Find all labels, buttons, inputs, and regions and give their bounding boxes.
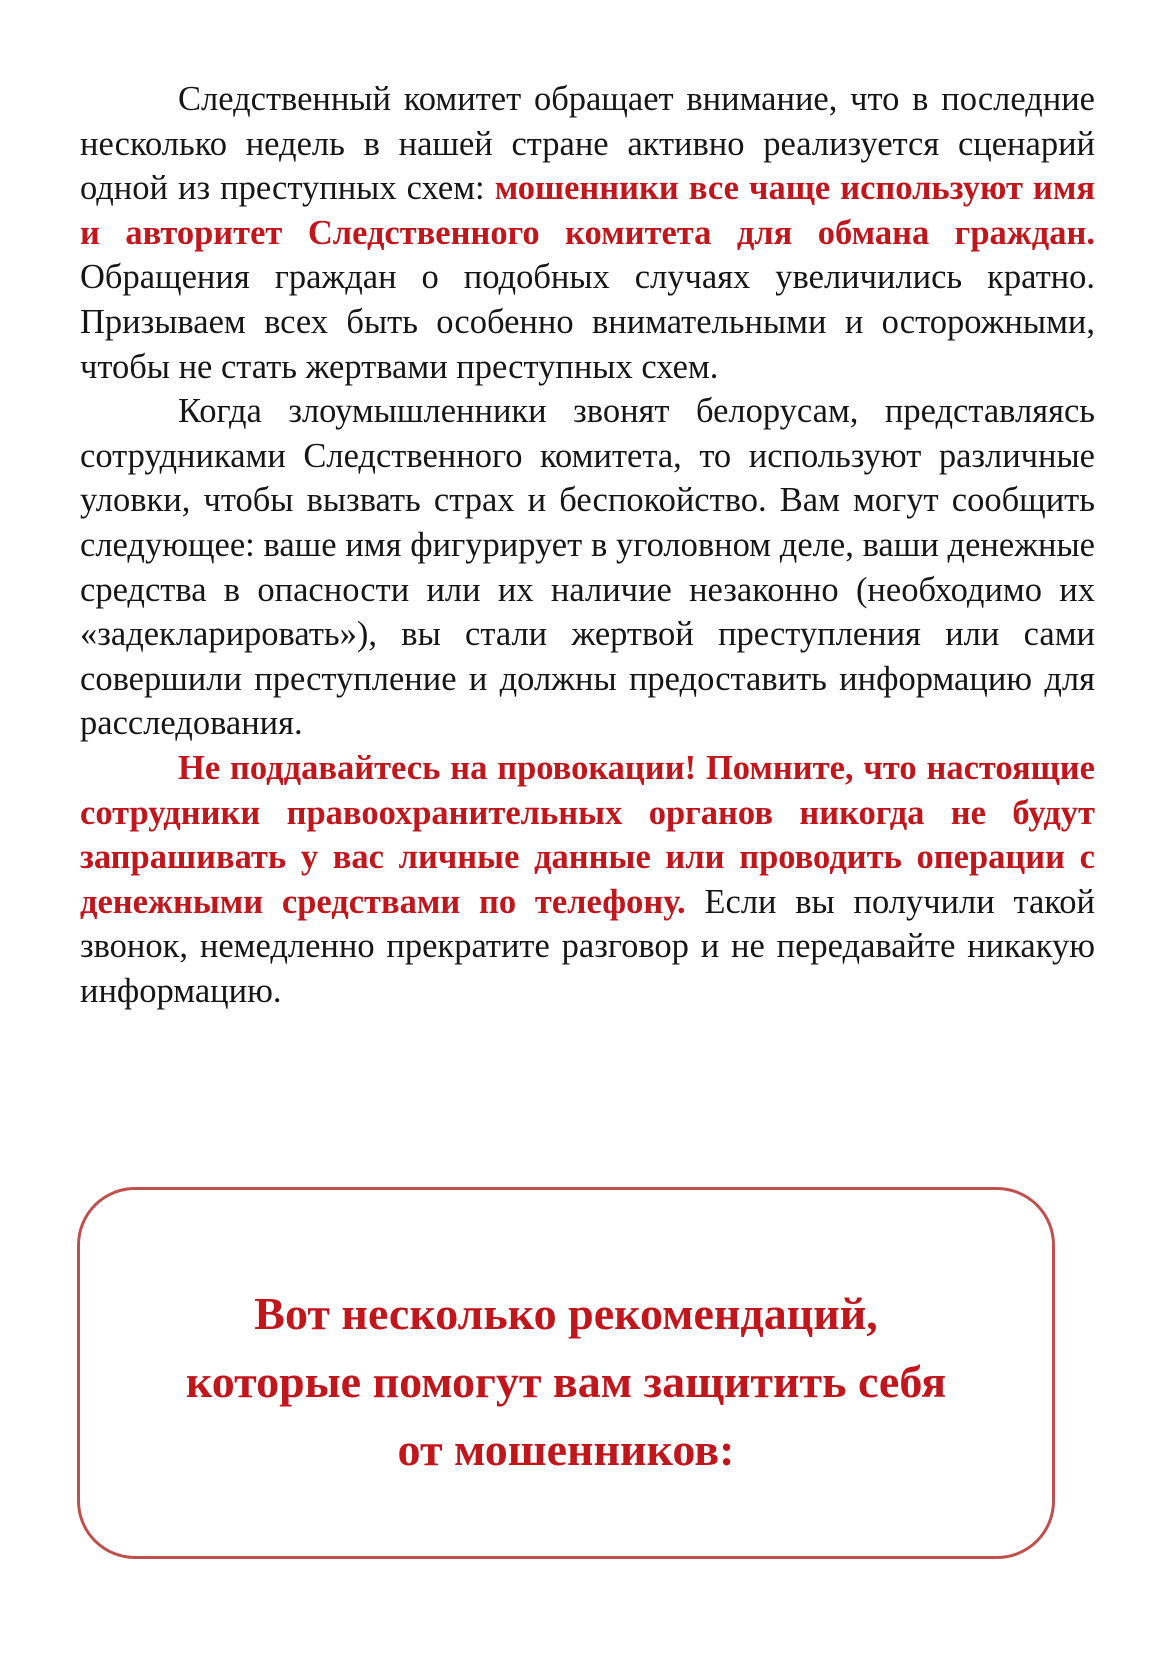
paragraph-intro-text: Следственный комитет обращает внимание, что в последние несколько недель в нашей стране активно реализуется сценарий одной из преступных схем: [80, 80, 1095, 208]
callout-line-2: которые помогут вам защитить себя [185, 1356, 947, 1407]
callout-heading [80, 1280, 1052, 1484]
highlight-provocation-warning: Не поддавайтесь на провокации! Помните, что настоящие сотрудники правоохранительных органов никогда не будут запрашивать у вас личные данные или проводить операции с денежными средствами по телефону. [80, 748, 1095, 921]
paragraph-advice [80, 746, 1095, 1014]
paragraph-intro-rest: Обращения граждан о подобных случаях увеличились кратно. Призываем всех быть особенно внимательными и осторожными, чтобы не стать жертвами преступных схем. [80, 258, 1095, 386]
paragraph-advice-rest: Если вы получили такой звонок, немедленно прекратите разговор и не передавайте никакую информацию. [80, 882, 1095, 1010]
highlight-fraud-warning: мошенники все чаще используют имя и авторитет Следственного комитета для обмана граждан. [80, 169, 1096, 252]
paragraph-scam-tactics [80, 389, 1095, 746]
paragraph-tactics-text: Когда злоумышленники звонят белорусам, представляясь сотрудниками Следственного комитета, то используют различные уловки, чтобы вызвать страх и беспокойство. Вам могут сообщить следующее: ваше имя фигурирует в уголовном деле, ваши денежные средства в опасности или их наличие незаконно (необходимо их «задекларировать»), вы стали жертвой преступления или сами совершили преступление и должны предоставить информацию для расследования. [80, 392, 1095, 743]
recommendations-callout-box [77, 1187, 1055, 1559]
callout-line-3: от мошенников: [397, 1424, 735, 1475]
paragraph-warning-intro [80, 77, 1095, 389]
document-body [80, 77, 1095, 1013]
callout-line-1: Вот несколько рекомендаций, [254, 1288, 878, 1339]
